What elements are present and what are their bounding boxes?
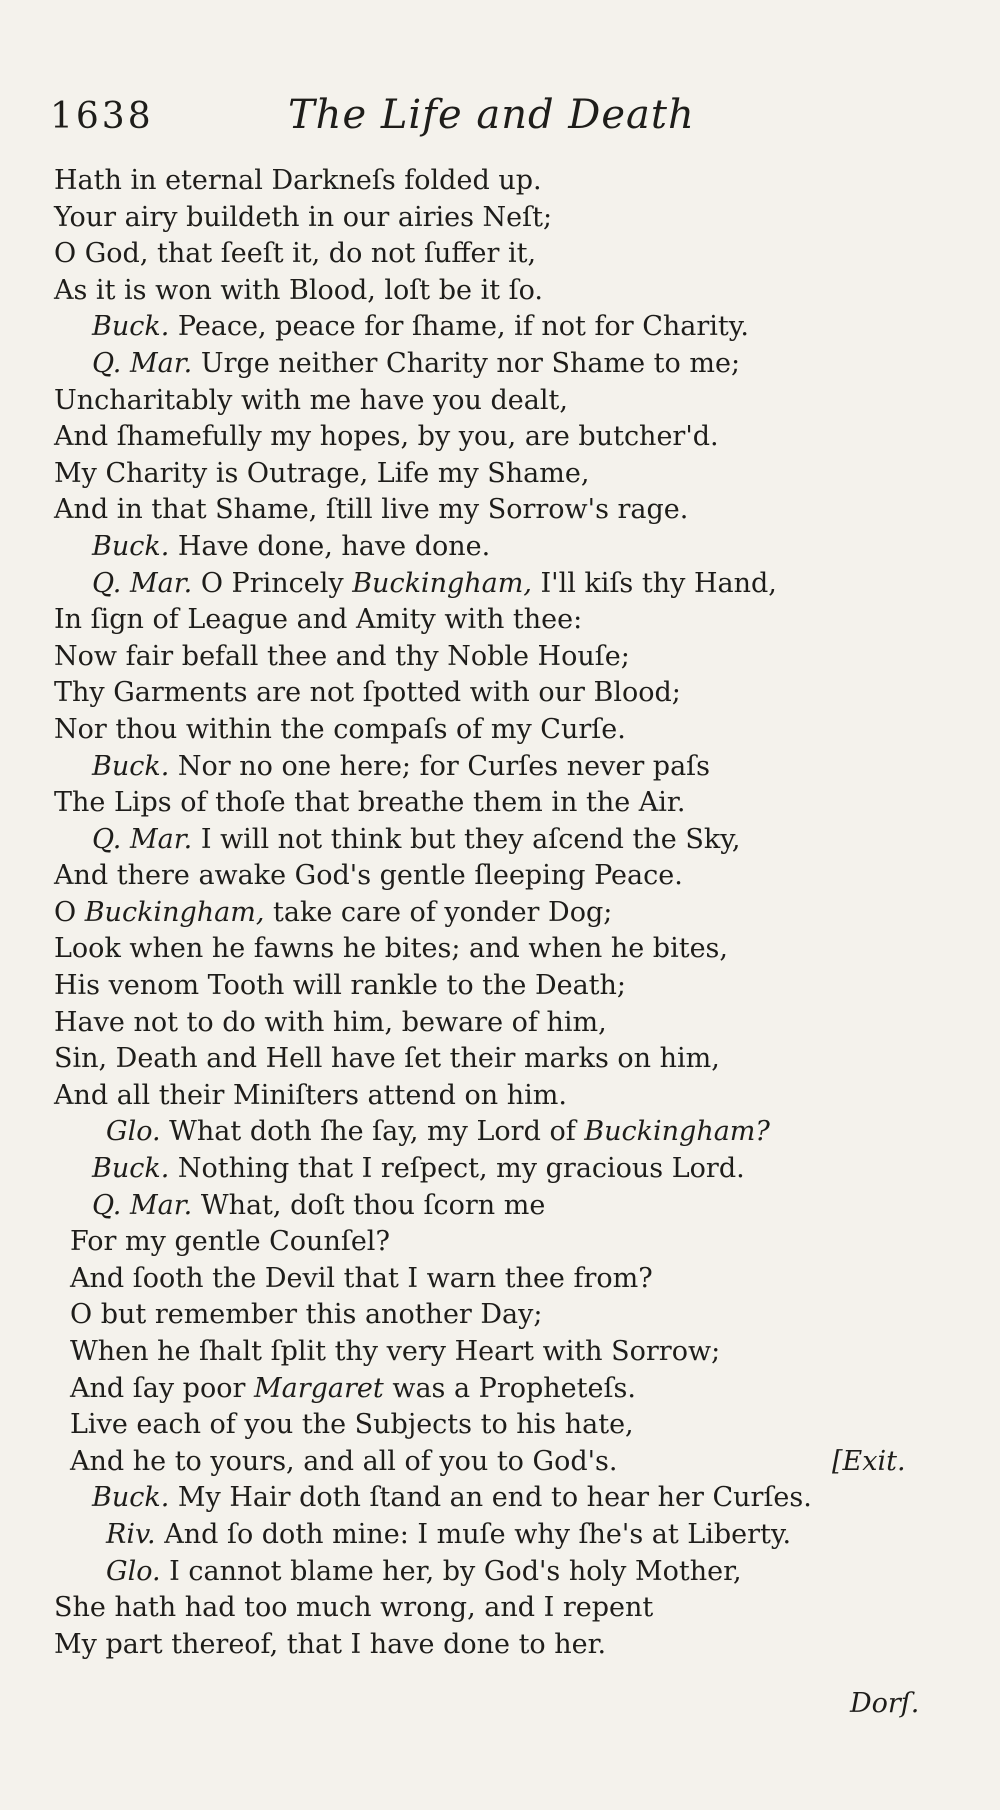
verse-line	[0, 1444, 1000, 1481]
line-text: His venom Tooth will rankle to the Death;	[54, 970, 627, 1002]
stage-direction: [Exit.	[832, 1445, 906, 1477]
line-text-tail: take care of yonder Dog;	[264, 896, 613, 928]
line-text: O Princely	[192, 567, 353, 599]
verse-line	[0, 1371, 1000, 1408]
line-text: O but remember this another Day;	[70, 1299, 543, 1331]
line-text: I cannot blame her, by God's holy Mother,	[160, 1555, 742, 1587]
verse-line	[0, 712, 1000, 749]
verse-line	[0, 1078, 1000, 1115]
line-text: The Lips of thoſe that breathe them in the Air.	[54, 787, 686, 819]
verse-line	[0, 1005, 1000, 1042]
verse-line	[0, 1517, 1000, 1554]
verse-line	[0, 346, 1000, 383]
speaker-name: Buck.	[92, 750, 170, 782]
line-text: Uncharitably with me have you dealt,	[54, 384, 568, 416]
verse-line	[0, 309, 1000, 346]
verse-line	[0, 858, 1000, 895]
line-text: Your airy buildeth in our airies Neſt;	[54, 201, 553, 233]
line-text: Sin, Death and Hell have ſet their marks on him,	[54, 1043, 720, 1075]
line-text: As it is won with Blood, loſt be it ſo.	[54, 274, 544, 306]
verse-line	[0, 1480, 1000, 1517]
verse-line	[0, 383, 1000, 420]
line-text: And ſay poor	[70, 1372, 254, 1404]
verse-line	[0, 1627, 1000, 1664]
speaker-name: Glo.	[106, 1555, 161, 1587]
speaker-name: Riv.	[106, 1518, 156, 1550]
speaker-name: Buck.	[92, 530, 170, 562]
line-text: For my gentle Counſel?	[70, 1226, 390, 1258]
verse-line	[0, 639, 1000, 676]
line-text: Now fair befall thee and thy Noble Houſe;	[54, 640, 630, 672]
verse-line	[0, 566, 1000, 603]
line-text: And ſhamefully my hopes, by you, are butcher'd.	[54, 421, 719, 453]
line-text: Hath in eternal Darkneſs folded up.	[54, 165, 542, 196]
verse-line	[0, 1554, 1000, 1591]
speaker-name: Buck.	[92, 1153, 170, 1185]
line-text: And there awake God's gentle ſleeping Peace.	[54, 860, 683, 892]
line-text: O God, that ſeeſt it, do not ſuffer it,	[54, 238, 537, 270]
verse-line	[0, 895, 1000, 932]
verse-line	[0, 749, 1000, 786]
speaker-name: Glo.	[106, 1116, 161, 1148]
italic-name: Buckingham,	[352, 567, 532, 599]
verse-line	[0, 163, 1000, 200]
verse-line	[0, 1151, 1000, 1188]
line-text: Look when he fawns he bites; and when he bites,	[54, 933, 728, 965]
line-text: Nor thou within the compaſs of my Curſe.	[54, 713, 626, 745]
verse-line	[0, 822, 1000, 859]
line-text: She hath had too much wrong, and I repent	[54, 1592, 654, 1624]
line-text: What doth ſhe ſay, my Lord of	[160, 1116, 585, 1148]
line-text: O	[54, 896, 85, 928]
italic-name: Margaret	[253, 1372, 384, 1404]
speaker-name: Buck.	[92, 1482, 170, 1514]
verse-line	[0, 1224, 1000, 1261]
page-number: 1638	[50, 96, 154, 137]
verse-line	[0, 1590, 1000, 1627]
line-text: What, doſt thou ſcorn me	[192, 1189, 546, 1221]
line-text: I will not think but they aſcend the Sky,	[192, 823, 741, 855]
speaker-name: Q. Mar.	[92, 347, 193, 379]
line-text: And ſo doth mine: I muſe why ſhe's at Liberty.	[155, 1518, 792, 1550]
speaker-name: Buck.	[92, 311, 170, 343]
verse-line	[0, 236, 1000, 273]
line-text: Nothing that I reſpect, my gracious Lord.	[169, 1153, 745, 1185]
verse-line	[0, 1407, 1000, 1444]
verse-line	[0, 419, 1000, 456]
verse-line	[0, 529, 1000, 566]
line-text: My Hair doth ſtand an end to hear her Curſes.	[169, 1482, 812, 1514]
line-text-tail: was a Propheteſs.	[383, 1372, 636, 1404]
line-text: In ſign of League and Amity with thee:	[54, 604, 583, 636]
verse-line	[0, 968, 1000, 1005]
verse-line	[0, 1041, 1000, 1078]
line-text: And he to yours, and all of you to God's.	[70, 1445, 618, 1477]
verse-line	[0, 675, 1000, 712]
line-text: When he ſhalt ſplit thy very Heart with Sorrow;	[70, 1336, 721, 1367]
speaker-name: Q. Mar.	[92, 1189, 193, 1221]
verse-line	[0, 785, 1000, 822]
speaker-name: Q. Mar.	[92, 823, 193, 855]
verse-line	[0, 456, 1000, 493]
line-text: Peace, peace for ſhame, if not for Charity.	[169, 311, 749, 343]
line-text: Thy Garments are not ſpotted with our Blood;	[54, 677, 681, 709]
verse-line	[0, 492, 1000, 529]
line-text: And in that Shame, ſtill live my Sorrow's rage.	[54, 494, 689, 526]
verse-line	[0, 273, 1000, 310]
page-header	[50, 92, 950, 152]
verse-line	[0, 931, 1000, 968]
verse-line	[0, 1188, 1000, 1225]
verse-line	[0, 602, 1000, 639]
line-text: Urge neither Charity nor Shame to me;	[192, 347, 741, 379]
speaker-name: Q. Mar.	[92, 567, 193, 599]
catchword: Dorſ.	[850, 1688, 920, 1719]
play-text	[0, 163, 1000, 1663]
line-text: My part thereof, that I have done to her.	[54, 1628, 607, 1660]
italic-name: Buckingham,	[84, 896, 265, 928]
line-text-tail: I'll kiſs thy Hand,	[531, 567, 777, 599]
verse-line	[0, 1297, 1000, 1334]
verse-line	[0, 200, 1000, 237]
line-text: Have done, have done.	[169, 530, 491, 562]
line-text: My Charity is Outrage, Life my Shame,	[54, 457, 590, 489]
verse-line	[0, 1114, 1000, 1151]
line-text: Live each of you the Subjects to his hate,	[70, 1409, 634, 1441]
line-text: Have not to do with him, beware of him,	[54, 1006, 607, 1038]
line-text: And ſooth the Devil that I warn thee from?	[70, 1262, 653, 1294]
verse-line	[0, 1261, 1000, 1298]
verse-line	[0, 1334, 1000, 1371]
running-title: The Life and Death	[288, 92, 695, 138]
italic-name: Buckingham?	[584, 1116, 770, 1148]
line-text: And all their Miniſters attend on him.	[54, 1079, 567, 1111]
line-text: Nor no one here; for Curſes never paſs	[169, 750, 711, 782]
